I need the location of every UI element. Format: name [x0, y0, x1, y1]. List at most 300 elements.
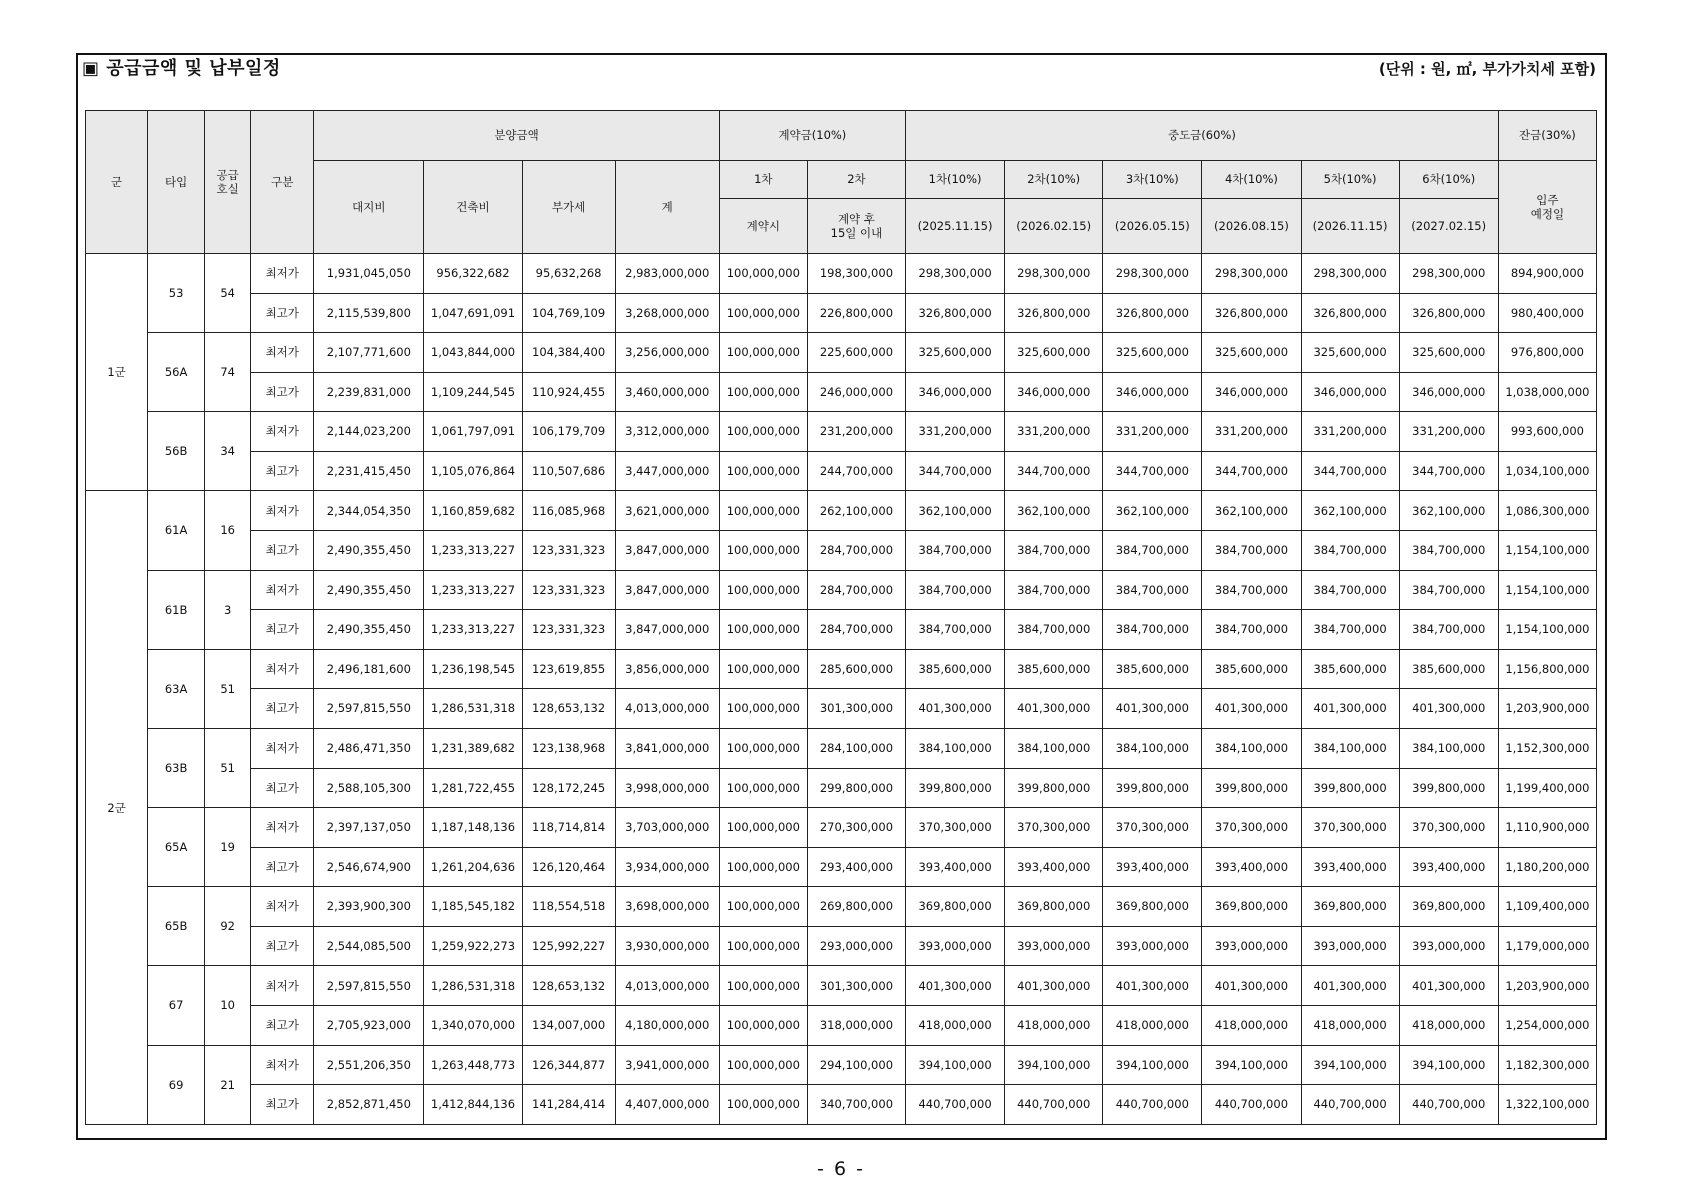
balance-cell: 1,034,100,000 [1498, 451, 1596, 491]
middle-2-cell: 384,700,000 [1005, 610, 1103, 650]
land-cell: 2,486,471,350 [314, 728, 424, 768]
deposit-2-cell: 231,200,000 [807, 412, 905, 452]
middle-2-cell: 344,700,000 [1005, 451, 1103, 491]
middle-1-cell: 401,300,000 [906, 689, 1005, 729]
middle-3-cell: 384,100,000 [1103, 728, 1202, 768]
middle-2-cell: 346,000,000 [1005, 372, 1103, 412]
middle-2-cell: 384,700,000 [1005, 531, 1103, 571]
middle-1-cell: 394,100,000 [906, 1045, 1005, 1085]
building-cell: 1,233,313,227 [424, 610, 522, 650]
vat-cell: 116,085,968 [522, 491, 615, 531]
table-row [86, 372, 1597, 412]
type-cell: 65B [148, 887, 205, 966]
deposit-1-cell: 100,000,000 [719, 531, 807, 571]
gubun-cell: 최저가 [251, 649, 314, 689]
total-cell: 3,698,000,000 [615, 887, 719, 927]
middle-6-cell: 399,800,000 [1399, 768, 1498, 808]
vat-cell: 123,331,323 [522, 610, 615, 650]
total-cell: 3,847,000,000 [615, 610, 719, 650]
middle-4-cell: 384,100,000 [1202, 728, 1301, 768]
header-middle-2: 2차(10%) [1005, 161, 1103, 199]
middle-1-cell: 399,800,000 [906, 768, 1005, 808]
table-row [86, 808, 1597, 848]
header-middle-2-date: (2026.02.15) [1005, 199, 1103, 254]
total-cell: 3,941,000,000 [615, 1045, 719, 1085]
balance-cell: 1,203,900,000 [1498, 689, 1596, 729]
land-cell: 2,490,355,450 [314, 531, 424, 571]
middle-3-cell: 384,700,000 [1103, 531, 1202, 571]
total-cell: 3,256,000,000 [615, 333, 719, 373]
balance-cell: 980,400,000 [1498, 293, 1596, 333]
deposit-2-cell: 284,700,000 [807, 570, 905, 610]
middle-2-cell: 401,300,000 [1005, 966, 1103, 1006]
middle-3-cell: 401,300,000 [1103, 689, 1202, 729]
vat-cell: 118,714,814 [522, 808, 615, 848]
balance-cell: 1,154,100,000 [1498, 531, 1596, 571]
gubun-cell: 최저가 [251, 491, 314, 531]
middle-4-cell: 394,100,000 [1202, 1045, 1301, 1085]
land-cell: 2,705,923,000 [314, 1005, 424, 1045]
deposit-1-cell: 100,000,000 [719, 293, 807, 333]
middle-4-cell: 393,400,000 [1202, 847, 1301, 887]
total-cell: 3,930,000,000 [615, 926, 719, 966]
table-row [86, 728, 1597, 768]
supply-units-cell: 51 [205, 649, 251, 728]
middle-3-cell: 394,100,000 [1103, 1045, 1202, 1085]
total-cell: 4,013,000,000 [615, 689, 719, 729]
middle-3-cell: 384,700,000 [1103, 570, 1202, 610]
deposit-2-cell: 226,800,000 [807, 293, 905, 333]
balance-cell: 1,322,100,000 [1498, 1085, 1596, 1125]
middle-2-cell: 440,700,000 [1005, 1085, 1103, 1125]
middle-4-cell: 399,800,000 [1202, 768, 1301, 808]
middle-3-cell: 370,300,000 [1103, 808, 1202, 848]
middle-5-cell: 344,700,000 [1301, 451, 1399, 491]
middle-2-cell: 370,300,000 [1005, 808, 1103, 848]
header-middle-1: 1차(10%) [906, 161, 1005, 199]
gubun-cell: 최저가 [251, 570, 314, 610]
supply-units-cell: 10 [205, 966, 251, 1045]
middle-2-cell: 325,600,000 [1005, 333, 1103, 373]
deposit-2-cell: 284,700,000 [807, 610, 905, 650]
gubun-cell: 최고가 [251, 926, 314, 966]
balance-cell: 1,109,400,000 [1498, 887, 1596, 927]
header-deposit-1-when: 계약시 [719, 199, 807, 254]
gubun-cell: 최고가 [251, 689, 314, 729]
balance-cell: 1,203,900,000 [1498, 966, 1596, 1006]
middle-5-cell: 346,000,000 [1301, 372, 1399, 412]
middle-5-cell: 394,100,000 [1301, 1045, 1399, 1085]
land-cell: 2,393,900,300 [314, 887, 424, 927]
header-middle-4-date: (2026.08.15) [1202, 199, 1301, 254]
total-cell: 3,312,000,000 [615, 412, 719, 452]
deposit-2-cell: 299,800,000 [807, 768, 905, 808]
balance-cell: 993,600,000 [1498, 412, 1596, 452]
middle-4-cell: 325,600,000 [1202, 333, 1301, 373]
type-cell: 63B [148, 728, 205, 807]
table-row [86, 254, 1597, 294]
balance-cell: 1,152,300,000 [1498, 728, 1596, 768]
balance-cell: 1,199,400,000 [1498, 768, 1596, 808]
balance-cell: 1,110,900,000 [1498, 808, 1596, 848]
middle-2-cell: 326,800,000 [1005, 293, 1103, 333]
balance-cell: 1,254,000,000 [1498, 1005, 1596, 1045]
group-cell: 2군 [86, 491, 148, 1125]
middle-4-cell: 401,300,000 [1202, 689, 1301, 729]
middle-2-cell: 362,100,000 [1005, 491, 1103, 531]
deposit-1-cell: 100,000,000 [719, 966, 807, 1006]
deposit-1-cell: 100,000,000 [719, 451, 807, 491]
vat-cell: 104,769,109 [522, 293, 615, 333]
total-cell: 4,180,000,000 [615, 1005, 719, 1045]
deposit-2-cell: 340,700,000 [807, 1085, 905, 1125]
building-cell: 1,231,389,682 [424, 728, 522, 768]
gubun-cell: 최저가 [251, 966, 314, 1006]
middle-2-cell: 384,700,000 [1005, 570, 1103, 610]
group-cell: 1군 [86, 254, 148, 491]
middle-4-cell: 370,300,000 [1202, 808, 1301, 848]
total-cell: 3,934,000,000 [615, 847, 719, 887]
middle-5-cell: 326,800,000 [1301, 293, 1399, 333]
gubun-cell: 최저가 [251, 333, 314, 373]
deposit-2-cell: 318,000,000 [807, 1005, 905, 1045]
balance-cell: 1,179,000,000 [1498, 926, 1596, 966]
total-cell: 3,841,000,000 [615, 728, 719, 768]
header-price-group: 분양금액 [314, 111, 720, 161]
table-row [86, 451, 1597, 491]
gubun-cell: 최고가 [251, 293, 314, 333]
table-row [86, 966, 1597, 1006]
middle-6-cell: 394,100,000 [1399, 1045, 1498, 1085]
middle-6-cell: 344,700,000 [1399, 451, 1498, 491]
middle-4-cell: 344,700,000 [1202, 451, 1301, 491]
middle-5-cell: 393,400,000 [1301, 847, 1399, 887]
header-supply-units: 공급 호실 [205, 111, 251, 254]
building-cell: 1,233,313,227 [424, 570, 522, 610]
middle-4-cell: 362,100,000 [1202, 491, 1301, 531]
middle-6-cell: 369,800,000 [1399, 887, 1498, 927]
building-cell: 1,412,844,136 [424, 1085, 522, 1125]
middle-4-cell: 298,300,000 [1202, 254, 1301, 294]
deposit-1-cell: 100,000,000 [719, 1005, 807, 1045]
middle-2-cell: 394,100,000 [1005, 1045, 1103, 1085]
vat-cell: 126,344,877 [522, 1045, 615, 1085]
middle-5-cell: 384,100,000 [1301, 728, 1399, 768]
middle-3-cell: 384,700,000 [1103, 610, 1202, 650]
middle-1-cell: 418,000,000 [906, 1005, 1005, 1045]
middle-5-cell: 393,000,000 [1301, 926, 1399, 966]
type-cell: 69 [148, 1045, 205, 1124]
deposit-2-cell: 284,100,000 [807, 728, 905, 768]
total-cell: 3,703,000,000 [615, 808, 719, 848]
table-row [86, 1005, 1597, 1045]
gubun-cell: 최저가 [251, 1045, 314, 1085]
deposit-1-cell: 100,000,000 [719, 610, 807, 650]
supply-units-cell: 3 [205, 570, 251, 649]
balance-cell: 1,154,100,000 [1498, 610, 1596, 650]
vat-cell: 123,331,323 [522, 531, 615, 571]
middle-4-cell: 384,700,000 [1202, 610, 1301, 650]
header-gun: 군 [86, 111, 148, 254]
total-cell: 3,268,000,000 [615, 293, 719, 333]
table-row [86, 768, 1597, 808]
middle-6-cell: 326,800,000 [1399, 293, 1498, 333]
total-cell: 3,856,000,000 [615, 649, 719, 689]
middle-3-cell: 325,600,000 [1103, 333, 1202, 373]
middle-1-cell: 384,100,000 [906, 728, 1005, 768]
type-cell: 53 [148, 254, 205, 333]
land-cell: 2,551,206,350 [314, 1045, 424, 1085]
deposit-1-cell: 100,000,000 [719, 1085, 807, 1125]
deposit-2-cell: 301,300,000 [807, 689, 905, 729]
middle-2-cell: 369,800,000 [1005, 887, 1103, 927]
vat-cell: 126,120,464 [522, 847, 615, 887]
header-type: 타입 [148, 111, 205, 254]
middle-5-cell: 384,700,000 [1301, 610, 1399, 650]
total-cell: 3,621,000,000 [615, 491, 719, 531]
land-cell: 2,490,355,450 [314, 610, 424, 650]
supply-price-table [85, 110, 1597, 1125]
table-row [86, 887, 1597, 927]
header-middle-5: 5차(10%) [1301, 161, 1399, 199]
middle-3-cell: 440,700,000 [1103, 1085, 1202, 1125]
type-cell: 61B [148, 570, 205, 649]
table-row [86, 847, 1597, 887]
supply-units-cell: 21 [205, 1045, 251, 1124]
middle-1-cell: 346,000,000 [906, 372, 1005, 412]
deposit-1-cell: 100,000,000 [719, 333, 807, 373]
middle-5-cell: 325,600,000 [1301, 333, 1399, 373]
middle-4-cell: 326,800,000 [1202, 293, 1301, 333]
middle-6-cell: 331,200,000 [1399, 412, 1498, 452]
middle-6-cell: 393,000,000 [1399, 926, 1498, 966]
building-cell: 1,259,922,273 [424, 926, 522, 966]
middle-4-cell: 385,600,000 [1202, 649, 1301, 689]
building-cell: 1,263,448,773 [424, 1045, 522, 1085]
middle-5-cell: 384,700,000 [1301, 570, 1399, 610]
middle-6-cell: 385,600,000 [1399, 649, 1498, 689]
deposit-1-cell: 100,000,000 [719, 649, 807, 689]
deposit-1-cell: 100,000,000 [719, 847, 807, 887]
middle-1-cell: 384,700,000 [906, 570, 1005, 610]
middle-6-cell: 401,300,000 [1399, 689, 1498, 729]
middle-4-cell: 401,300,000 [1202, 966, 1301, 1006]
vat-cell: 128,172,245 [522, 768, 615, 808]
middle-1-cell: 325,600,000 [906, 333, 1005, 373]
vat-cell: 110,507,686 [522, 451, 615, 491]
type-cell: 63A [148, 649, 205, 728]
middle-3-cell: 298,300,000 [1103, 254, 1202, 294]
deposit-2-cell: 262,100,000 [807, 491, 905, 531]
header-vat: 부가세 [522, 161, 615, 254]
building-cell: 1,236,198,545 [424, 649, 522, 689]
gubun-cell: 최저가 [251, 254, 314, 294]
middle-5-cell: 369,800,000 [1301, 887, 1399, 927]
middle-1-cell: 344,700,000 [906, 451, 1005, 491]
vat-cell: 123,331,323 [522, 570, 615, 610]
gubun-cell: 최고가 [251, 1085, 314, 1125]
middle-1-cell: 369,800,000 [906, 887, 1005, 927]
balance-cell: 1,038,000,000 [1498, 372, 1596, 412]
balance-cell: 894,900,000 [1498, 254, 1596, 294]
deposit-2-cell: 198,300,000 [807, 254, 905, 294]
middle-6-cell: 384,700,000 [1399, 570, 1498, 610]
deposit-2-cell: 246,000,000 [807, 372, 905, 412]
type-cell: 56A [148, 333, 205, 412]
gubun-cell: 최고가 [251, 610, 314, 650]
vat-cell: 141,284,414 [522, 1085, 615, 1125]
header-deposit-2: 2차 [807, 161, 905, 199]
header-building: 건축비 [424, 161, 522, 254]
middle-3-cell: 362,100,000 [1103, 491, 1202, 531]
total-cell: 3,447,000,000 [615, 451, 719, 491]
middle-4-cell: 384,700,000 [1202, 570, 1301, 610]
building-cell: 1,187,148,136 [424, 808, 522, 848]
middle-1-cell: 393,000,000 [906, 926, 1005, 966]
middle-5-cell: 362,100,000 [1301, 491, 1399, 531]
supply-units-cell: 54 [205, 254, 251, 333]
deposit-1-cell: 100,000,000 [719, 768, 807, 808]
building-cell: 1,160,859,682 [424, 491, 522, 531]
middle-4-cell: 369,800,000 [1202, 887, 1301, 927]
table-row [86, 412, 1597, 452]
middle-3-cell: 385,600,000 [1103, 649, 1202, 689]
header-middle-3: 3차(10%) [1103, 161, 1202, 199]
building-cell: 1,340,070,000 [424, 1005, 522, 1045]
unit-note: (단위 : 원, ㎡, 부가가치세 포함) [1378, 60, 1596, 78]
middle-5-cell: 370,300,000 [1301, 808, 1399, 848]
land-cell: 2,546,674,900 [314, 847, 424, 887]
middle-2-cell: 331,200,000 [1005, 412, 1103, 452]
type-cell: 65A [148, 808, 205, 887]
page-number: - 6 - [817, 1158, 865, 1180]
table-row [86, 491, 1597, 531]
middle-4-cell: 346,000,000 [1202, 372, 1301, 412]
deposit-2-cell: 294,100,000 [807, 1045, 905, 1085]
table-row [86, 570, 1597, 610]
vat-cell: 128,653,132 [522, 966, 615, 1006]
deposit-1-cell: 100,000,000 [719, 887, 807, 927]
middle-1-cell: 298,300,000 [906, 254, 1005, 294]
middle-3-cell: 326,800,000 [1103, 293, 1202, 333]
middle-3-cell: 331,200,000 [1103, 412, 1202, 452]
middle-3-cell: 369,800,000 [1103, 887, 1202, 927]
gubun-cell: 최고가 [251, 847, 314, 887]
middle-6-cell: 440,700,000 [1399, 1085, 1498, 1125]
header-deposit-1: 1차 [719, 161, 807, 199]
total-cell: 3,460,000,000 [615, 372, 719, 412]
balance-cell: 976,800,000 [1498, 333, 1596, 373]
land-cell: 2,597,815,550 [314, 966, 424, 1006]
middle-2-cell: 298,300,000 [1005, 254, 1103, 294]
middle-1-cell: 440,700,000 [906, 1085, 1005, 1125]
middle-3-cell: 344,700,000 [1103, 451, 1202, 491]
table-row [86, 531, 1597, 571]
total-cell: 3,847,000,000 [615, 531, 719, 571]
middle-2-cell: 385,600,000 [1005, 649, 1103, 689]
header-gubun: 구분 [251, 111, 314, 254]
gubun-cell: 최고가 [251, 531, 314, 571]
middle-2-cell: 399,800,000 [1005, 768, 1103, 808]
deposit-1-cell: 100,000,000 [719, 254, 807, 294]
middle-4-cell: 418,000,000 [1202, 1005, 1301, 1045]
header-middle-4: 4차(10%) [1202, 161, 1301, 199]
table-row [86, 333, 1597, 373]
gubun-cell: 최저가 [251, 887, 314, 927]
middle-3-cell: 393,000,000 [1103, 926, 1202, 966]
deposit-1-cell: 100,000,000 [719, 491, 807, 531]
page-title: ▣ 공급금액 및 납부일정 [82, 58, 281, 79]
vat-cell: 118,554,518 [522, 887, 615, 927]
deposit-1-cell: 100,000,000 [719, 689, 807, 729]
table-row [86, 610, 1597, 650]
middle-1-cell: 362,100,000 [906, 491, 1005, 531]
land-cell: 1,931,045,050 [314, 254, 424, 294]
balance-cell: 1,156,800,000 [1498, 649, 1596, 689]
middle-5-cell: 440,700,000 [1301, 1085, 1399, 1125]
header-deposit-group: 계약금(10%) [719, 111, 905, 161]
total-cell: 2,983,000,000 [615, 254, 719, 294]
building-cell: 1,281,722,455 [424, 768, 522, 808]
middle-2-cell: 393,400,000 [1005, 847, 1103, 887]
deposit-1-cell: 100,000,000 [719, 570, 807, 610]
deposit-2-cell: 285,600,000 [807, 649, 905, 689]
gubun-cell: 최고가 [251, 451, 314, 491]
middle-6-cell: 384,100,000 [1399, 728, 1498, 768]
deposit-1-cell: 100,000,000 [719, 808, 807, 848]
middle-3-cell: 399,800,000 [1103, 768, 1202, 808]
total-cell: 3,998,000,000 [615, 768, 719, 808]
middle-1-cell: 393,400,000 [906, 847, 1005, 887]
middle-6-cell: 401,300,000 [1399, 966, 1498, 1006]
middle-1-cell: 326,800,000 [906, 293, 1005, 333]
vat-cell: 110,924,455 [522, 372, 615, 412]
vat-cell: 95,632,268 [522, 254, 615, 294]
gubun-cell: 최고가 [251, 768, 314, 808]
table-row [86, 293, 1597, 333]
gubun-cell: 최고가 [251, 1005, 314, 1045]
land-cell: 2,544,085,500 [314, 926, 424, 966]
vat-cell: 125,992,227 [522, 926, 615, 966]
table-row [86, 689, 1597, 729]
header-middle-5-date: (2026.11.15) [1301, 199, 1399, 254]
middle-1-cell: 384,700,000 [906, 610, 1005, 650]
middle-2-cell: 401,300,000 [1005, 689, 1103, 729]
middle-1-cell: 401,300,000 [906, 966, 1005, 1006]
gubun-cell: 최저가 [251, 412, 314, 452]
middle-6-cell: 384,700,000 [1399, 531, 1498, 571]
land-cell: 2,588,105,300 [314, 768, 424, 808]
building-cell: 1,061,797,091 [424, 412, 522, 452]
middle-6-cell: 393,400,000 [1399, 847, 1498, 887]
supply-units-cell: 51 [205, 728, 251, 807]
building-cell: 1,105,076,864 [424, 451, 522, 491]
balance-cell: 1,086,300,000 [1498, 491, 1596, 531]
building-cell: 1,109,244,545 [424, 372, 522, 412]
deposit-1-cell: 100,000,000 [719, 926, 807, 966]
land-cell: 2,107,771,600 [314, 333, 424, 373]
middle-3-cell: 393,400,000 [1103, 847, 1202, 887]
middle-4-cell: 393,000,000 [1202, 926, 1301, 966]
building-cell: 956,322,682 [424, 254, 522, 294]
building-cell: 1,047,691,091 [424, 293, 522, 333]
balance-cell: 1,154,100,000 [1498, 570, 1596, 610]
header-middle-6-date: (2027.02.15) [1399, 199, 1498, 254]
type-cell: 56B [148, 412, 205, 491]
gubun-cell: 최저가 [251, 808, 314, 848]
building-cell: 1,261,204,636 [424, 847, 522, 887]
land-cell: 2,397,137,050 [314, 808, 424, 848]
